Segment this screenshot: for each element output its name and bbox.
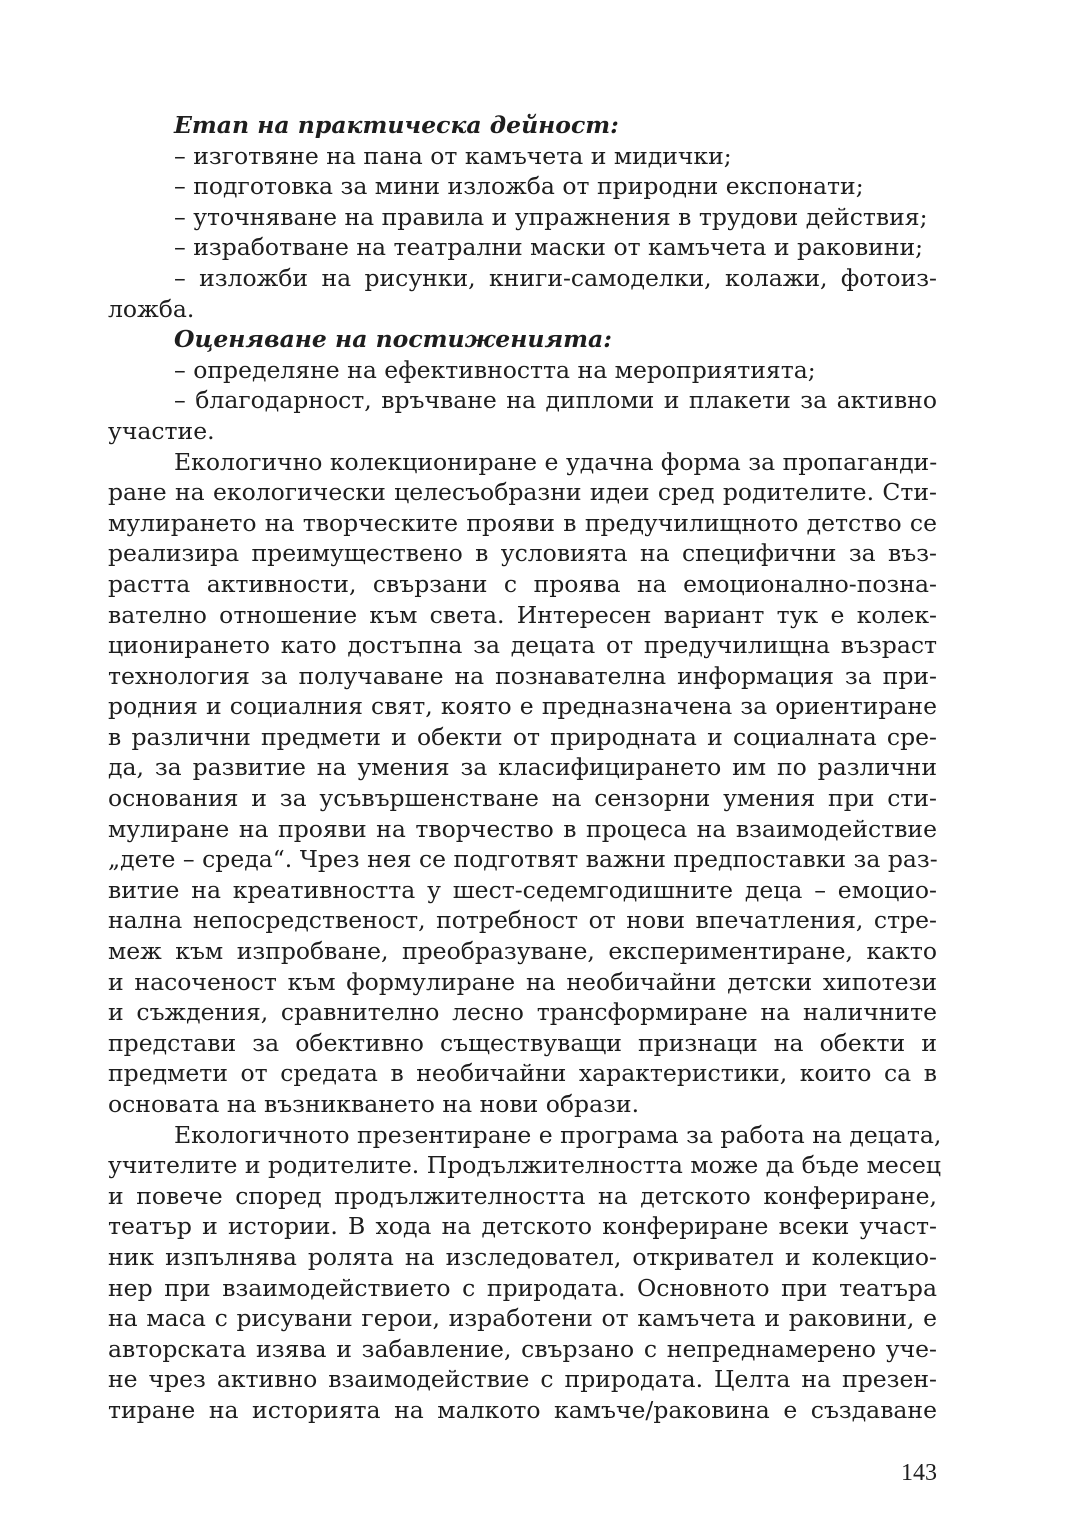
paragraph-1-line: ране на екологически целесъобразни идеи сред родителите. Сти- — [108, 478, 937, 507]
paragraph-1-line: витие на креативността у шест-седемгодишните деца – емоцио- — [108, 875, 937, 904]
paragraph-1-line: основания и за усъвършенстване на сензорни умения при сти- — [108, 784, 937, 813]
paragraph-2-line: не чрез активно взаимодействие с природата. Целта на презен- — [108, 1365, 937, 1394]
paragraph-2-line: авторската изява и забавление, свързано с непреднамерено уче- — [108, 1334, 937, 1363]
paragraph-1-line: да, за развитие на умения за класифицирането им по различни — [108, 753, 937, 782]
paragraph-1-line: растта активности, свързани с проява на емоционално-позна- — [108, 569, 937, 598]
paragraph-2-line: Екологичното презентиране е програма за работа на децата, — [174, 1120, 942, 1149]
paragraph-1-line: родния и социалния свят, която е предназначена за ориентиране — [108, 692, 937, 721]
paragraph-1-line: Екологично колекциониране е удачна форма за пропаганди- — [174, 447, 938, 476]
evaluation-item-line: – благодарност, връчване на дипломи и плакети за активно — [174, 386, 937, 415]
paragraph-1-line: предмети от средата в необичайни характеристики, които са в — [108, 1059, 937, 1088]
practical-stage-item: – уточняване на правила и упражнения в трудови действия; — [174, 202, 928, 231]
evaluation-item-line: участие. — [108, 416, 215, 445]
paragraph-1-line: ционирането като достъпна за децата от предучилищна възраст — [108, 631, 937, 660]
paragraph-1-line: мулиране на прояви на творчество в процеса на взаимодействие — [108, 814, 937, 843]
practical-stage-item: – изготвяне на пана от камъчета и мидички; — [174, 141, 732, 170]
paragraph-2-line: и повече според продължителността на детското конфериране, — [108, 1181, 937, 1210]
practical-stage-item-line: – изложби на рисунки, книги-самоделки, колажи, фотоиз- — [174, 263, 937, 292]
paragraph-1-line: „дете – среда“. Чрез нея се подготвят важни предпоставки за раз- — [108, 845, 938, 874]
paragraph-2-line: нер при взаимодействието с природата. Основното при театъра — [108, 1273, 937, 1302]
paragraph-2-line: тиране на историята на малкото камъче/раковина е създаване — [108, 1395, 937, 1424]
paragraph-1-line: меж към изпробване, преобразуване, експериментиране, както — [108, 937, 937, 966]
practical-stage-item: – подготовка за мини изложба от природни експонати; — [174, 172, 864, 201]
paragraph-1-line: и съждения, сравнително лесно трансформиране на наличните — [108, 998, 937, 1027]
paragraph-1-line: технология за получаване на познавателна информация за при- — [108, 661, 937, 690]
paragraph-1-line: нална непосредственост, потребност от нови впечатления, стре- — [108, 906, 937, 935]
page-body — [108, 110, 942, 1426]
paragraph-2-line: ник изпълнява ролята на изследовател, откривател и колекцио- — [108, 1242, 937, 1271]
paragraph-1-line: и насоченост към формулиране на необичайни детски хипотези — [108, 967, 937, 996]
evaluation-heading: Оценяване на постиженията: — [174, 325, 612, 354]
paragraph-1-line: реализира преимуществено в условията на специфични за въз- — [108, 539, 937, 568]
paragraph-1-line: представи за обективно съществуващи признаци на обекти и — [108, 1028, 937, 1057]
paragraph-2-line: театър и истории. В хода на детското конфериране всеки участ- — [108, 1212, 937, 1241]
practical-stage-item-line: ложба. — [108, 294, 195, 323]
paragraph-1-line: мулирането на творческите прояви в предучилищното детство се — [108, 508, 937, 537]
paragraph-2-line: учителите и родителите. Продължителността може да бъде месец — [108, 1151, 941, 1180]
paragraph-1-line: в различни предмети и обекти от природната и социалната сре- — [108, 722, 937, 751]
paragraph-1-line: основата на възникването на нови образи. — [108, 1090, 640, 1118]
practical-stage-heading: Етап на практическа дейност: — [174, 111, 619, 139]
paragraph-1-line: вателно отношение към света. Интересен вариант тук е колек- — [108, 600, 937, 629]
practical-stage-item: – изработване на театрални маски от камъчета и раковини; — [174, 233, 924, 262]
page-number: 143 — [901, 1460, 937, 1486]
evaluation-item: – определяне на ефективността на мероприятията; — [174, 355, 816, 384]
paragraph-2-line: на маса с рисувани герои, изработени от камъчета и раковини, е — [108, 1304, 937, 1333]
